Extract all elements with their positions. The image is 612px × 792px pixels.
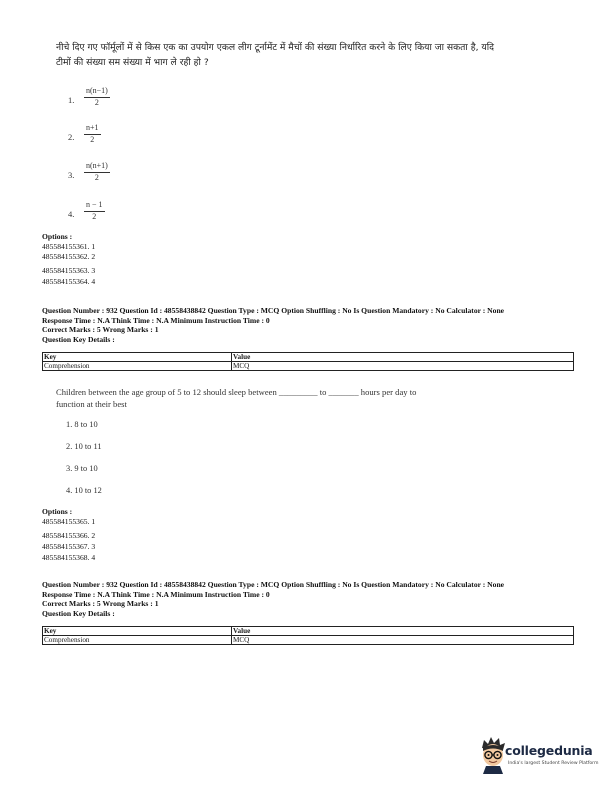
formula [84,86,110,108]
formula [84,200,105,222]
q2-options-label: Options : [42,507,73,516]
q3-meta-line: Question Number : 932 Question Id : 48558438842 Question Type : MCQ Option Shuffling : No Is Question Mandatory : No Calculator : None [42,580,505,589]
q2-option-4: 4. 10 to 12 [66,486,102,495]
q1-options-label: Options : [42,232,73,241]
q2-option-id: 485584155368. 4 [42,553,96,562]
key-header: Key [43,627,232,636]
q3-meta-line: Correct Marks : 5 Wrong Marks : 1 [42,599,159,609]
q2-meta-line: Question Key Details : [42,334,115,344]
formula-numerator: n(n−1) [84,86,110,98]
option-number: 1. [68,95,75,105]
q3-meta-line: Response Time : N.A Think Time : N.A Minimum Instruction Time : 0 [42,589,270,599]
key-cell: Comprehension [43,636,232,645]
q2-meta-line: Response Time : N.A Think Time : N.A Minimum Instruction Time : 0 [42,315,270,325]
formula-numerator: n − 1 [84,200,105,212]
q2-option-id: 485584155366. 2 [42,531,96,540]
q2-meta-line: Correct Marks : 5 Wrong Marks : 1 [42,325,159,335]
q1-option-id: 485584155363. 3 [42,266,96,275]
key-header: Key [43,353,232,362]
q2-option-3: 3. 9 to 10 [66,464,98,473]
q2-meta-block [42,306,504,344]
question-2-text-line1: Children between the age group of 5 to 12 should sleep between _________ to _______ hours per day to [56,387,417,397]
q2-key-table [42,352,574,371]
q3-key-table [42,626,574,645]
q2-option-2: 2. 10 to 11 [66,442,102,451]
question-1-text: नीचे दिए गए फॉर्मूलों में से किस एक का उपयोग एकल लीग टूर्नामेंट में मैचों की संख्या निर्धारित करने के लिए किया जा सकता है, यदि टीमों की संख्या सम संख्या में भाग ले रही हो ? [56,42,494,68]
question-2-text-line2: function at their best [56,399,127,409]
formula-numerator: n(n+1) [84,161,110,173]
value-cell: MCQ [232,636,574,645]
key-cell: Comprehension [43,362,232,371]
brand-tagline: India's largest Student Review Platform [508,761,599,766]
formula-denominator: 2 [94,173,99,182]
formula-denominator: 2 [94,98,99,107]
formula [84,123,101,145]
value-cell: MCQ [232,362,574,371]
option-number: 3. [68,170,75,180]
formula-numerator: n+1 [84,123,101,135]
q2-option-id: 485584155365. 1 [42,517,96,526]
option-number: 2. [68,132,75,142]
q1-option-id: 485584155364. 4 [42,277,96,286]
brand-name: collegedunia [505,743,593,758]
option-number: 4. [68,209,75,219]
mascot-icon [478,734,508,774]
q1-option-id: 485584155361. 1 [42,242,96,251]
value-header: Value [232,627,574,636]
value-header: Value [232,353,574,362]
q3-meta-line: Question Key Details : [42,608,115,618]
q3-meta-block [42,580,504,618]
q1-option-id: 485584155362. 2 [42,252,96,261]
formula [84,161,110,183]
collegedunia-logo [478,734,606,774]
q2-option-1: 1. 8 to 10 [66,420,98,429]
q2-meta-line: Question Number : 932 Question Id : 48558438842 Question Type : MCQ Option Shuffling : No Is Question Mandatory : No Calculator : None [42,306,505,315]
q2-option-id: 485584155367. 3 [42,542,96,551]
formula-denominator: 2 [90,135,95,144]
formula-denominator: 2 [92,212,97,221]
